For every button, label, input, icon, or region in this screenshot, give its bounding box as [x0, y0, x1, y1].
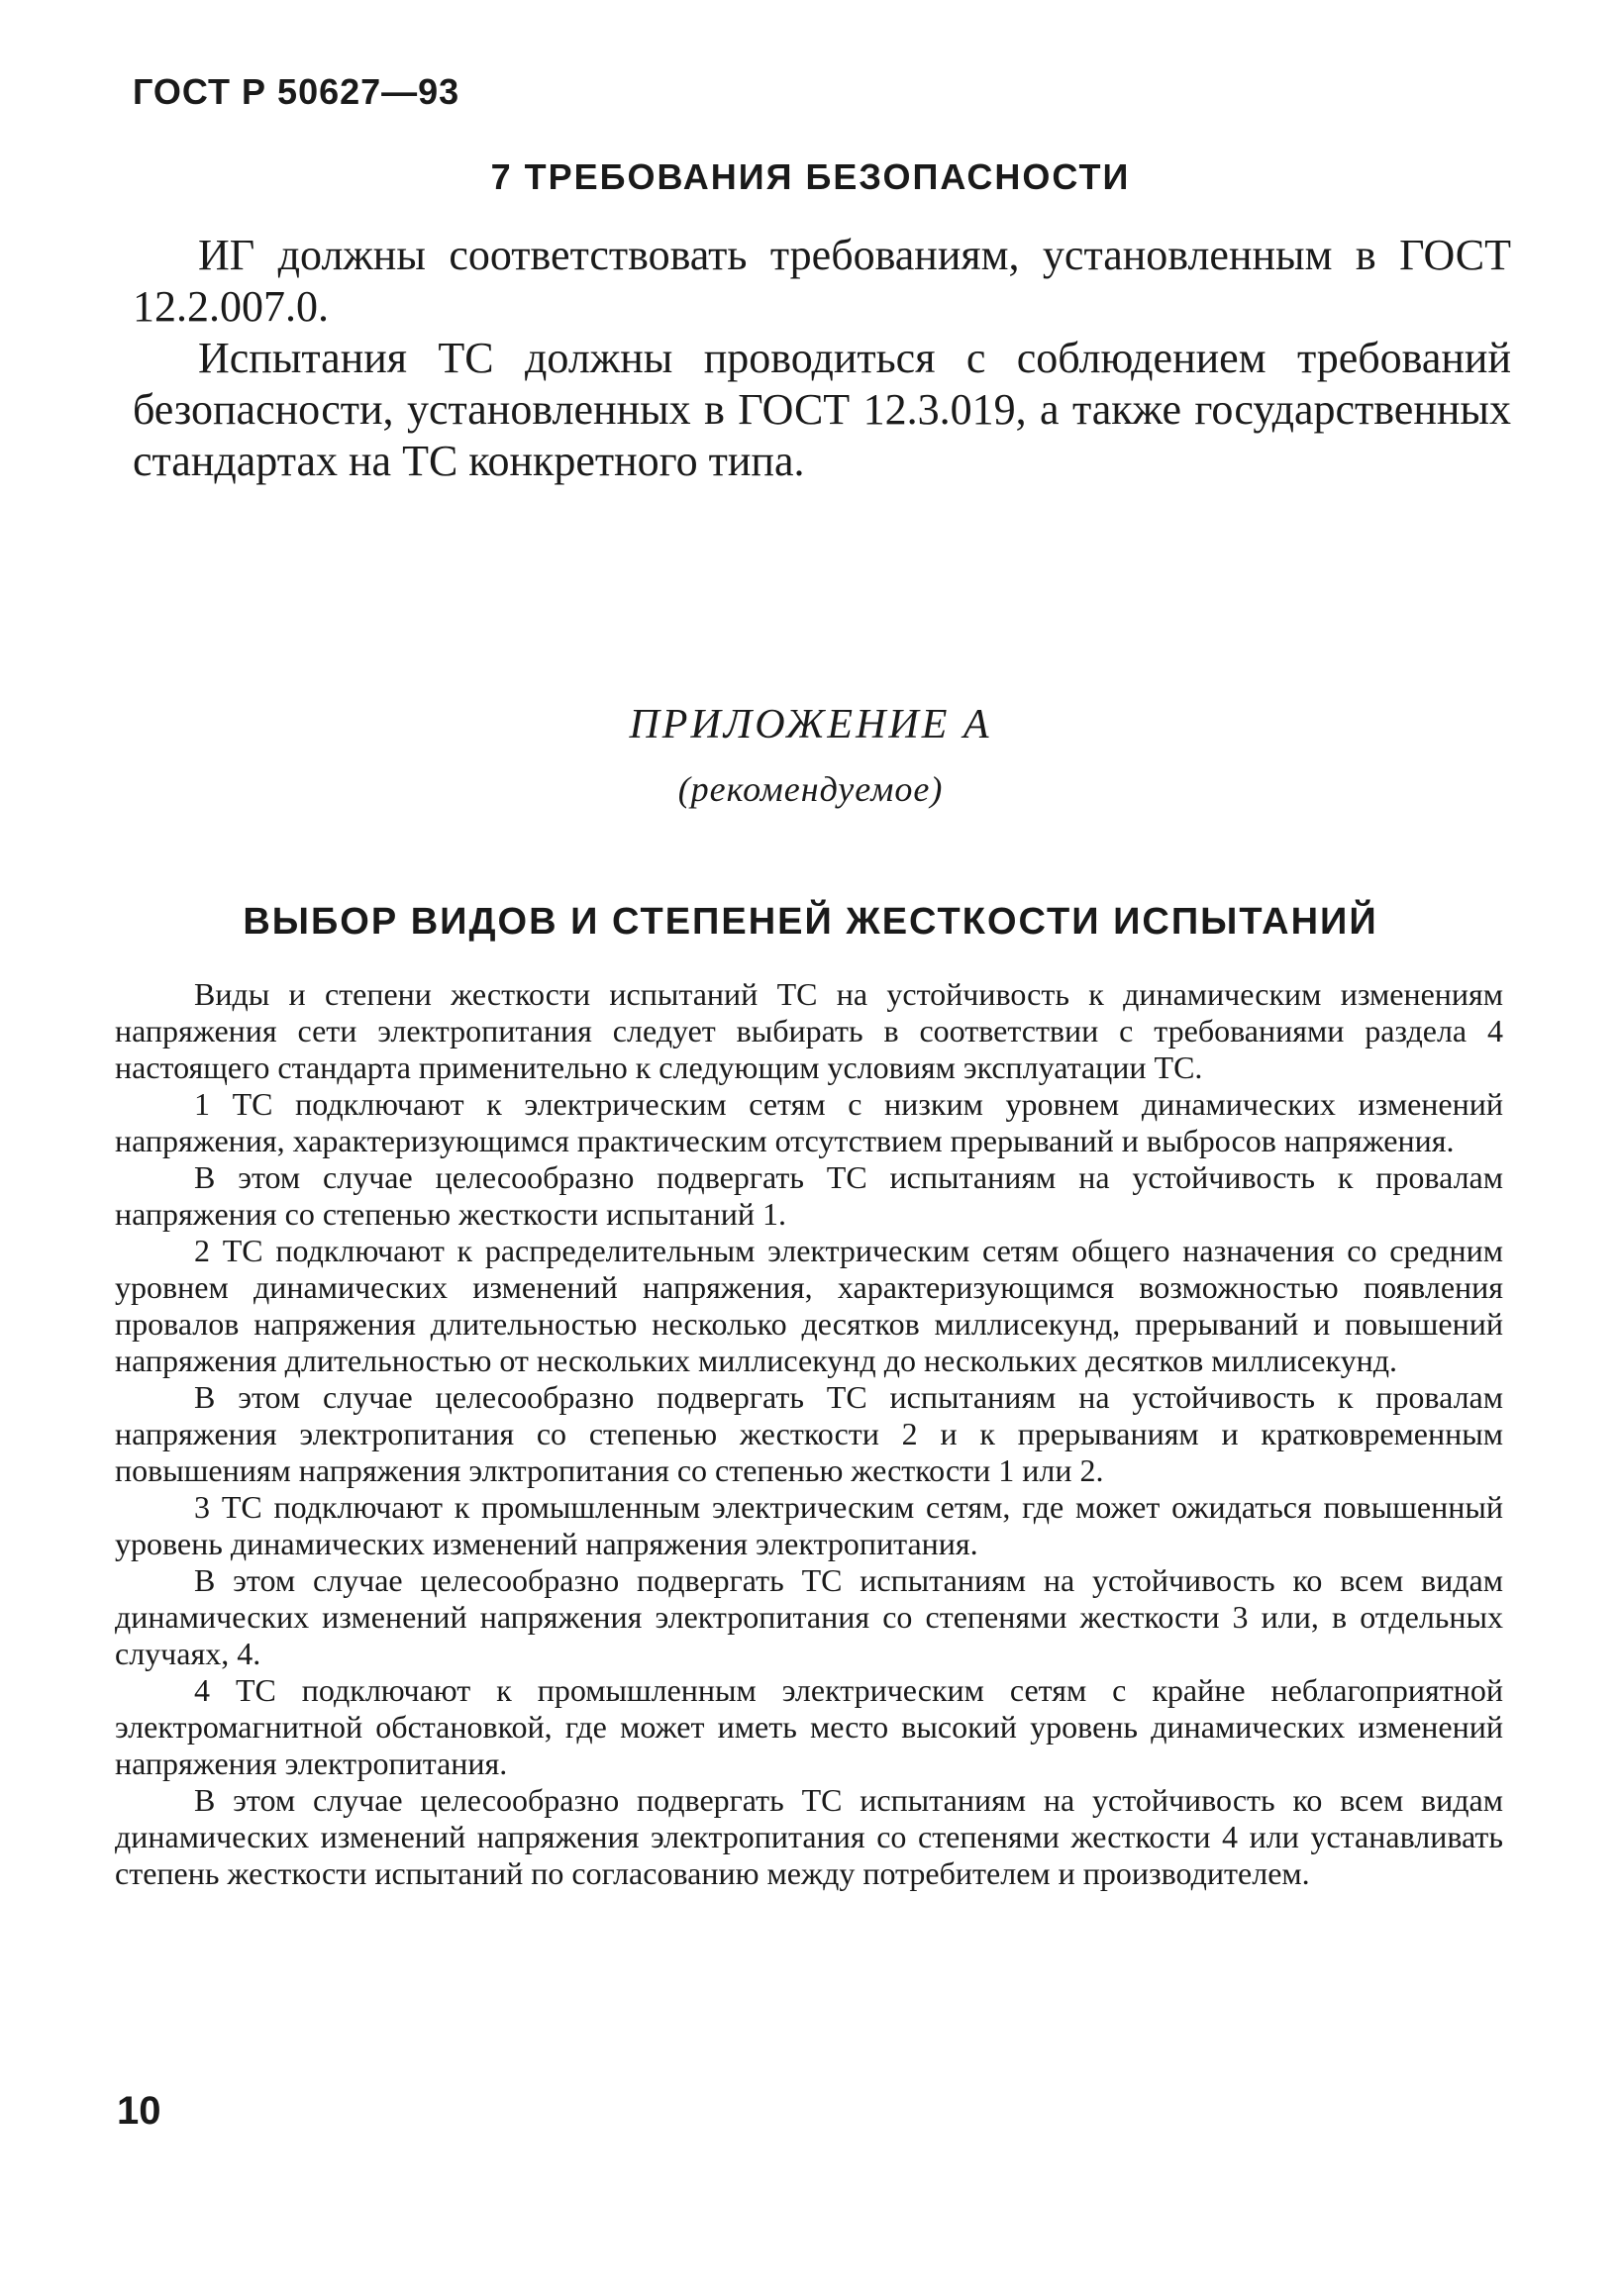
appendix-paragraph: В этом случае целесообразно подвергать ТС испытаниям на устойчивость к провалам напряжения электропитания со степенью жесткости 2 и к прерываниям и кратковременным повышениям напряжения элктропитания со степенью жесткости 1 или 2.: [115, 1379, 1503, 1488]
appendix-paragraph: В этом случае целесообразно подвергать ТС испытаниям на устойчивость к провалам напряжения со степенью жесткости испытаний 1.: [115, 1159, 1503, 1232]
section-7-paragraph: Испытания ТС должны проводиться с соблюдением требований безопасности, установленных в ГОСТ 12.3.019, а также государственных стандартах на ТС конкретного типа.: [133, 334, 1511, 485]
appendix-subtitle: (рекомендуемое): [677, 769, 944, 809]
appendix-paragraph: 2 ТС подключают к распределительным электрическим сетям общего назначения со средним уровнем динамических изменений напряжения, характеризующимся возможностью появления провалов напряжения длительностью несколько десятков миллисекунд, прерываний и повышений напряжения длительностью от нескольких миллисекунд до нескольких десятков миллисекунд.: [115, 1233, 1503, 1378]
section-7-body: [133, 230, 1511, 487]
appendix-paragraph: 4 ТС подключают к промышленным электрическим сетям с крайне неблагоприятной электромагнитной обстановкой, где может иметь место высокий уровень динамических изменений напряжения электропитания.: [115, 1672, 1503, 1781]
appendix-paragraph: В этом случае целесообразно подвергать ТС испытаниям на устойчивость ко всем видам динамических изменений напряжения электропитания со степенями жесткости 4 или устанавливать степень жесткости испытаний по согласованию между потребителем и производителем.: [115, 1782, 1503, 1891]
appendix-paragraph: 3 ТС подключают к промышленным электрическим сетям, где может ожидаться повышенный уровень динамических изменений напряжения электропитания.: [115, 1489, 1503, 1561]
page-number: 10: [117, 2089, 161, 2133]
appendix-paragraph: Виды и степени жесткости испытаний ТС на устойчивость к динамическим изменениям напряжения сети электропитания следует выбирать в соответствии с требованиями раздела 4 настоящего стандарта применительно к следующим условиям эксплуатации ТС.: [115, 976, 1503, 1085]
standard-designation: ГОСТ Р 50627—93: [133, 71, 460, 112]
appendix-body: [115, 976, 1503, 1892]
appendix-paragraph: 1 ТС подключают к электрическим сетям с низким уровнем динамических изменений напряжения, характеризующимся практическим отсутствием прерываний и выбросов напряжения.: [115, 1086, 1503, 1158]
appendix-heading: ВЫБОР ВИДОВ И СТЕПЕНЕЙ ЖЕСТКОСТИ ИСПЫТАНИЙ: [243, 901, 1378, 943]
section-7-title: 7 ТРЕБОВАНИЯ БЕЗОПАСНОСТИ: [490, 156, 1131, 197]
section-7-paragraph: ИГ должны соответствовать требованиям, установленным в ГОСТ 12.2.007.0.: [133, 231, 1511, 331]
appendix-paragraph: В этом случае целесообразно подвергать ТС испытаниям на устойчивость ко всем видам динамических изменений напряжения электропитания со степенями жесткости 3 или, в отдельных случаях, 4.: [115, 1562, 1503, 1671]
appendix-title: ПРИЛОЖЕНИЕ А: [629, 702, 992, 748]
